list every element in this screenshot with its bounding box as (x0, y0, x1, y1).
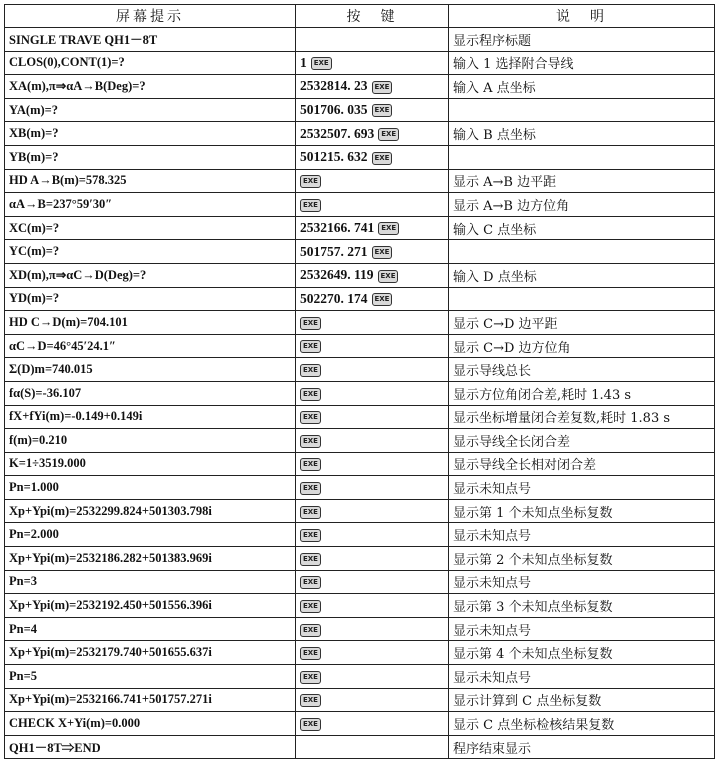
table-row (5, 523, 715, 547)
screen-prompt-cell: CHECK X+Yi(m)=0.000 (5, 712, 296, 736)
table-row (5, 98, 715, 122)
key-input-value: 2532507. 693 (300, 125, 375, 141)
table-row (5, 240, 715, 264)
description-cell: 输入 C 点坐标 (449, 216, 715, 240)
key-cell (296, 311, 449, 335)
table-row (5, 75, 715, 99)
screen-prompt-cell: fα(S)=-36.107 (5, 381, 296, 405)
screen-prompt-cell: Pn=2.000 (5, 523, 296, 547)
key-input-value: 2532649. 119 (300, 267, 374, 283)
table-row (5, 193, 715, 217)
description-cell: 显示未知点号 (449, 523, 715, 547)
header-description: 说 明 (449, 5, 715, 28)
description-cell: 显示未知点号 (449, 617, 715, 641)
key-cell (296, 122, 449, 146)
description-cell (449, 145, 715, 169)
table-row (5, 28, 715, 52)
screen-prompt-cell: XC(m)=? (5, 216, 296, 240)
exe-key-icon: EXE (300, 482, 321, 495)
exe-key-icon: EXE (372, 104, 393, 117)
screen-prompt-cell: Xp+Ypi(m)=2532299.824+501303.798i (5, 499, 296, 523)
description-cell (449, 98, 715, 122)
key-input-value: 501215. 632 (300, 149, 368, 165)
table-row (5, 476, 715, 500)
key-cell (296, 452, 449, 476)
key-cell (296, 499, 449, 523)
description-cell: 显示未知点号 (449, 570, 715, 594)
key-input-value: 1 (300, 54, 307, 70)
table-row (5, 405, 715, 429)
table-row (5, 334, 715, 358)
screen-prompt-cell: Xp+Ypi(m)=2532186.282+501383.969i (5, 547, 296, 571)
table-row (5, 641, 715, 665)
key-cell (296, 75, 449, 99)
key-cell (296, 547, 449, 571)
key-input-value: 501757. 271 (300, 243, 368, 259)
screen-prompt-cell: Xp+Ypi(m)=2532179.740+501655.637i (5, 641, 296, 665)
screen-prompt-cell: YB(m)=? (5, 145, 296, 169)
description-cell: 显示 C→D 边平距 (449, 311, 715, 335)
description-cell: 输入 D 点坐标 (449, 263, 715, 287)
screen-prompt-cell: K=1÷3519.000 (5, 452, 296, 476)
exe-key-icon: EXE (300, 624, 321, 637)
table-row (5, 122, 715, 146)
exe-key-icon: EXE (300, 411, 321, 424)
table-row (5, 429, 715, 453)
screen-prompt-cell: f(m)=0.210 (5, 429, 296, 453)
exe-key-icon: EXE (300, 199, 321, 212)
program-table (4, 4, 715, 759)
exe-key-icon: EXE (300, 600, 321, 613)
description-cell: 显示导线全长闭合差 (449, 429, 715, 453)
description-cell: 显示第 1 个未知点坐标复数 (449, 499, 715, 523)
key-cell (296, 594, 449, 618)
table-row (5, 688, 715, 712)
exe-key-icon: EXE (300, 529, 321, 542)
key-cell (296, 51, 449, 75)
table-row (5, 145, 715, 169)
exe-key-icon: EXE (378, 270, 399, 283)
key-cell (296, 98, 449, 122)
table-row (5, 287, 715, 311)
description-cell: 显示未知点号 (449, 476, 715, 500)
key-cell (296, 665, 449, 689)
key-cell (296, 429, 449, 453)
key-cell (296, 523, 449, 547)
exe-key-icon: EXE (372, 81, 393, 94)
screen-prompt-cell: YC(m)=? (5, 240, 296, 264)
description-cell: 显示导线全长相对闭合差 (449, 452, 715, 476)
exe-key-icon: EXE (300, 340, 321, 353)
description-cell: 输入 1 选择附合导线 (449, 51, 715, 75)
screen-prompt-cell: SINGLE TRAVE QH1－8T (5, 28, 296, 52)
key-cell (296, 216, 449, 240)
exe-key-icon: EXE (300, 175, 321, 188)
screen-prompt-cell: QH1－8T⇒END (5, 735, 296, 759)
exe-key-icon: EXE (300, 458, 321, 471)
table-row (5, 216, 715, 240)
key-input-value: 2532166. 741 (300, 220, 375, 236)
table-row (5, 594, 715, 618)
table-row (5, 665, 715, 689)
screen-prompt-cell: XB(m)=? (5, 122, 296, 146)
key-cell (296, 263, 449, 287)
exe-key-icon: EXE (311, 57, 332, 70)
exe-key-icon: EXE (300, 317, 321, 330)
description-cell: 显示未知点号 (449, 665, 715, 689)
exe-key-icon: EXE (372, 152, 393, 165)
screen-prompt-cell: YA(m)=? (5, 98, 296, 122)
key-cell (296, 735, 449, 759)
description-cell: 显示导线总长 (449, 358, 715, 382)
key-cell (296, 712, 449, 736)
table-row (5, 51, 715, 75)
description-cell: 显示第 3 个未知点坐标复数 (449, 594, 715, 618)
screen-prompt-cell: Xp+Ypi(m)=2532166.741+501757.271i (5, 688, 296, 712)
key-cell (296, 641, 449, 665)
exe-key-icon: EXE (372, 246, 393, 259)
exe-key-icon: EXE (300, 576, 321, 589)
description-cell: 显示 A→B 边方位角 (449, 193, 715, 217)
table-row (5, 712, 715, 736)
screen-prompt-cell: HD C→D(m)=704.101 (5, 311, 296, 335)
description-cell: 显示 C 点坐标检核结果复数 (449, 712, 715, 736)
description-cell: 输入 B 点坐标 (449, 122, 715, 146)
description-cell: 显示计算到 C 点坐标复数 (449, 688, 715, 712)
key-input-value: 502270. 174 (300, 290, 368, 306)
table-row (5, 169, 715, 193)
key-cell (296, 688, 449, 712)
key-cell (296, 145, 449, 169)
description-cell (449, 287, 715, 311)
screen-prompt-cell: Pn=4 (5, 617, 296, 641)
exe-key-icon: EXE (372, 293, 393, 306)
description-cell: 程序结束显示 (449, 735, 715, 759)
description-cell: 显示 A→B 边平距 (449, 169, 715, 193)
screen-prompt-cell: Xp+Ypi(m)=2532192.450+501556.396i (5, 594, 296, 618)
description-cell (449, 240, 715, 264)
table-row (5, 570, 715, 594)
table-row (5, 547, 715, 571)
key-cell (296, 287, 449, 311)
exe-key-icon: EXE (300, 718, 321, 731)
exe-key-icon: EXE (300, 364, 321, 377)
key-cell (296, 405, 449, 429)
screen-prompt-cell: αA→B=237°59′30″ (5, 193, 296, 217)
table-row (5, 499, 715, 523)
key-input-value: 2532814. 23 (300, 78, 368, 94)
screen-prompt-cell: XA(m),π⇒αA→B(Deg)=? (5, 75, 296, 99)
table-row (5, 735, 715, 759)
exe-key-icon: EXE (300, 506, 321, 519)
exe-key-icon: EXE (300, 647, 321, 660)
description-cell: 显示方位角闭合差,耗时 1.43 s (449, 381, 715, 405)
screen-prompt-cell: YD(m)=? (5, 287, 296, 311)
screen-prompt-cell: αC→D=46°45′24.1″ (5, 334, 296, 358)
table-row (5, 381, 715, 405)
description-cell: 显示坐标增量闭合差复数,耗时 1.83 s (449, 405, 715, 429)
screen-prompt-cell: Pn=1.000 (5, 476, 296, 500)
screen-prompt-cell: Σ(D)m=740.015 (5, 358, 296, 382)
exe-key-icon: EXE (300, 388, 321, 401)
screen-prompt-cell: Pn=5 (5, 665, 296, 689)
exe-key-icon: EXE (378, 222, 399, 235)
description-cell: 输入 A 点坐标 (449, 75, 715, 99)
exe-key-icon: EXE (378, 128, 399, 141)
description-cell: 显示第 2 个未知点坐标复数 (449, 547, 715, 571)
key-cell (296, 28, 449, 52)
key-cell (296, 240, 449, 264)
key-cell (296, 381, 449, 405)
description-cell: 显示第 4 个未知点坐标复数 (449, 641, 715, 665)
key-input-value: 501706. 035 (300, 102, 368, 118)
description-cell: 显示程序标题 (449, 28, 715, 52)
screen-prompt-cell: CLOS(0),CONT(1)=? (5, 51, 296, 75)
screen-prompt-cell: XD(m),π⇒αC→D(Deg)=? (5, 263, 296, 287)
table-header-row (5, 5, 715, 28)
key-cell (296, 617, 449, 641)
exe-key-icon: EXE (300, 553, 321, 566)
key-cell (296, 193, 449, 217)
screen-prompt-cell: fX+fYi(m)=-0.149+0.149i (5, 405, 296, 429)
screen-prompt-cell: Pn=3 (5, 570, 296, 594)
table-row (5, 263, 715, 287)
table-row (5, 358, 715, 382)
exe-key-icon: EXE (300, 694, 321, 707)
header-screen-prompt: 屏幕提示 (5, 5, 296, 28)
screen-prompt-cell: HD A→B(m)=578.325 (5, 169, 296, 193)
key-cell (296, 570, 449, 594)
description-cell: 显示 C→D 边方位角 (449, 334, 715, 358)
exe-key-icon: EXE (300, 435, 321, 448)
table-row (5, 311, 715, 335)
key-cell (296, 358, 449, 382)
table-row (5, 452, 715, 476)
key-cell (296, 476, 449, 500)
header-key: 按 键 (296, 5, 449, 28)
exe-key-icon: EXE (300, 671, 321, 684)
key-cell (296, 334, 449, 358)
table-row (5, 617, 715, 641)
key-cell (296, 169, 449, 193)
